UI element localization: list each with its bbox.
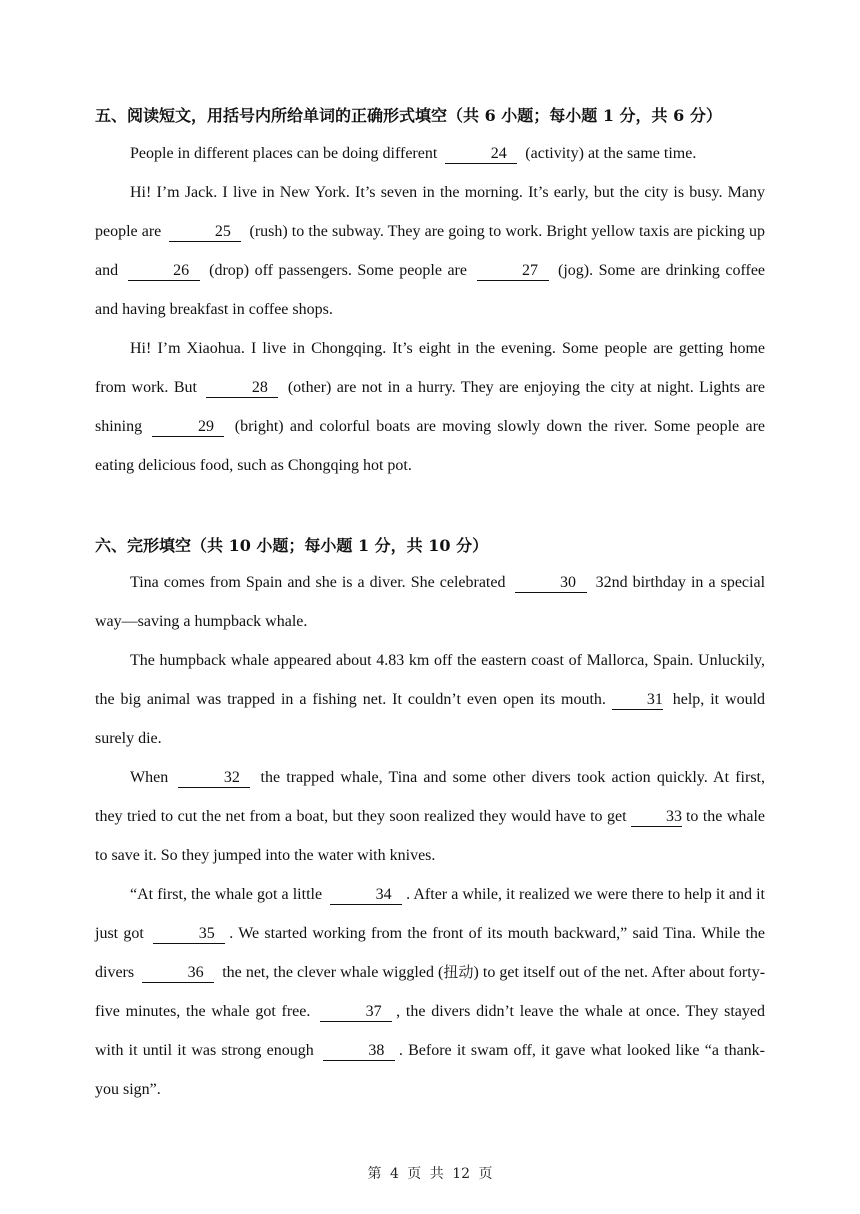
text: (activity) at the same time. xyxy=(525,145,697,162)
blank-37[interactable]: 37 xyxy=(320,1003,392,1022)
blank-33[interactable]: 33 xyxy=(631,808,682,827)
section-six-title: 六、完形填空（共 10 小题；每小题 1 分，共 10 分） xyxy=(95,536,489,555)
section-five-paragraph-1 xyxy=(95,134,765,173)
section-six-paragraph-2 xyxy=(95,641,765,758)
text: ) to get itself out of the net. After about forty-five minutes, the whale got free. xyxy=(95,964,766,1020)
text: 32nd birthday in a special way—saving a humpback whale. xyxy=(95,574,766,630)
blank-31[interactable]: 31 xyxy=(612,691,663,710)
text: Tina comes from Spain and she is a diver. She celebrated xyxy=(130,574,506,591)
text: . Before it swam off, it gave what looked like “a thank-you sign”. xyxy=(95,1042,765,1098)
text: When xyxy=(130,769,169,786)
text: the trapped whale, Tina and some other divers took action quickly. At first, they tried to cut the net from a boat, but they soon realized they would have to get xyxy=(95,769,765,825)
section-six-paragraph-4 xyxy=(95,875,765,1109)
blank-38[interactable]: 38 xyxy=(323,1042,395,1061)
text: . We started working from the front of its mouth backward,” said Tina. While the divers xyxy=(95,925,766,981)
blank-26[interactable]: 26 xyxy=(128,262,200,281)
text: the net, the clever whale wiggled ( xyxy=(222,964,444,981)
section-five-paragraph-2 xyxy=(95,173,765,329)
section-five-paragraph-3 xyxy=(95,329,765,485)
text: People in different places can be doing different xyxy=(130,145,438,162)
text: (rush) to the subway. They are going to work. Bright yellow taxis are picking up and xyxy=(95,223,766,279)
blank-28[interactable]: 28 xyxy=(206,379,278,398)
blank-36[interactable]: 36 xyxy=(142,964,214,983)
text: help, it would surely die. xyxy=(95,691,766,747)
chinese-gloss: 扭动 xyxy=(443,963,474,981)
text: Hi! I’m Xiaohua. I live in Chongqing. It’s eight in the evening. Some people are getting home from work. But xyxy=(95,340,765,396)
page-footer: 第 4 页 共 12 页 xyxy=(367,1166,493,1182)
text: to the whale to save it. So they jumped into the water with knives. xyxy=(95,808,765,864)
text: (bright) and colorful boats are moving slowly down the river. Some people are eating delicious food, such as Chongqing hot pot. xyxy=(95,418,765,474)
blank-24[interactable]: 24 xyxy=(445,145,517,164)
blank-34[interactable]: 34 xyxy=(330,886,402,905)
text: , the divers didn’t leave the whale at once. They stayed with it until it was strong enough xyxy=(95,1003,766,1059)
text: The humpback whale appeared about 4.83 km off the eastern coast of Mallorca, Spain. Unluckily, the big animal was trapped in a fishing net. It couldn’t even open its mouth. xyxy=(95,652,765,708)
blank-35[interactable]: 35 xyxy=(153,925,225,944)
blank-29[interactable]: 29 xyxy=(152,418,224,437)
blank-27[interactable]: 27 xyxy=(477,262,549,281)
section-five-title: 五、阅读短文，用括号内所给单词的正确形式填空（共 6 小题；每小题 1 分，共 6 分） xyxy=(95,106,722,125)
text: (jog). Some are drinking coffee and having breakfast in coffee shops. xyxy=(95,262,766,318)
text: (other) are not in a hurry. They are enjoying the city at night. Lights are shining xyxy=(95,379,766,435)
text: . After a while, it realized we were there to help it and it just got xyxy=(95,886,765,942)
blank-25[interactable]: 25 xyxy=(169,223,241,242)
blank-30[interactable]: 30 xyxy=(515,574,587,593)
section-six-paragraph-1 xyxy=(95,563,765,641)
blank-32[interactable]: 32 xyxy=(178,769,250,788)
text: “At first, the whale got a little xyxy=(130,886,323,903)
text: (drop) off passengers. Some people are xyxy=(209,262,467,279)
text: Hi! I’m Jack. I live in New York. It’s seven in the morning. It’s early, but the city is busy. Many people are xyxy=(95,184,765,240)
section-six-paragraph-3 xyxy=(95,758,765,875)
